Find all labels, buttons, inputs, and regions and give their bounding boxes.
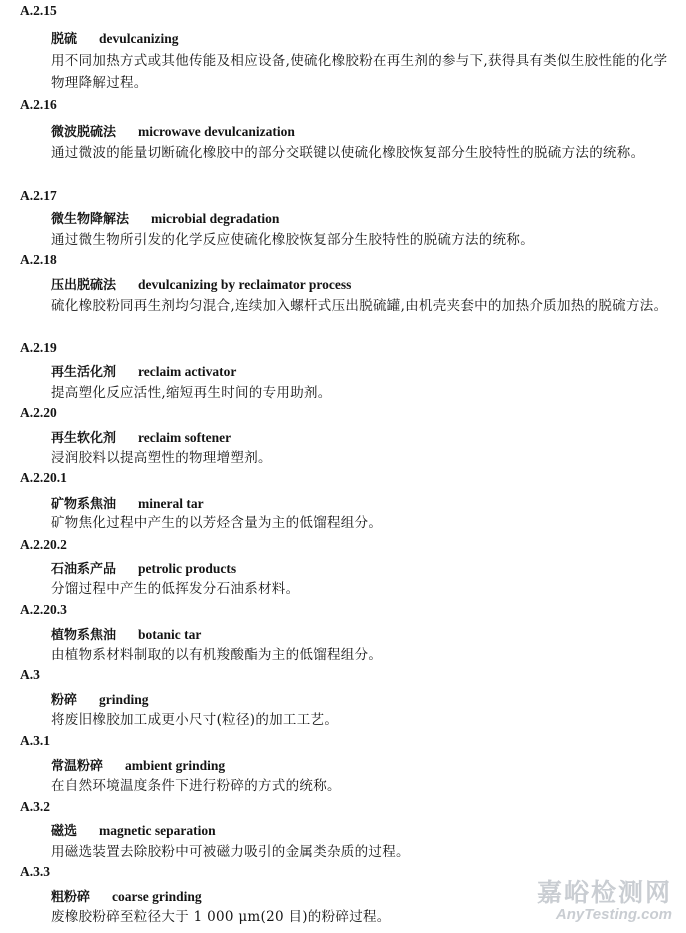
term-english: devulcanizing by reclaimator process: [138, 277, 352, 292]
section-number: A.2.20: [20, 405, 57, 420]
term-heading: [51, 624, 201, 643]
term-heading: [51, 689, 149, 708]
section-number: A.2.20.3: [20, 602, 67, 617]
term-chinese: 磁选: [51, 824, 78, 839]
term-chinese: 压出脱硫法: [51, 278, 117, 293]
term-definition: 通过微生物所引发的化学反应使硫化橡胶恢复部分生胶特性的脱硫方法的统称。: [51, 232, 534, 248]
section-number: A.2.20.2: [20, 537, 67, 552]
term-english: grinding: [99, 692, 149, 707]
term-heading: [51, 558, 236, 577]
term-english: reclaim softener: [138, 430, 232, 445]
term-chinese: 粉碎: [51, 693, 78, 708]
term-definition: 用磁选装置去除胶粉中可被磁力吸引的金属类杂质的过程。: [51, 844, 410, 860]
term-chinese: 常温粉碎: [51, 759, 104, 774]
term-english: petrolic products: [138, 561, 237, 576]
term-definition: 分馏过程中产生的低挥发分石油系材料。: [51, 581, 300, 597]
term-english: microwave devulcanization: [138, 124, 295, 139]
term-chinese: 石油系产品: [51, 562, 117, 577]
term-definition: 矿物焦化过程中产生的以芳烃含量为主的低馏程组分。: [51, 515, 383, 531]
term-definition: 由植物系材料制取的以有机羧酸酯为主的低馏程组分。: [51, 647, 383, 663]
term-heading: [51, 886, 202, 905]
watermark-cn: 嘉峪检测网: [536, 879, 672, 907]
section-number: A.2.17: [20, 188, 57, 203]
term-heading: [51, 755, 225, 774]
term-heading: [51, 427, 231, 446]
term-heading: [51, 28, 179, 47]
term-english: coarse grinding: [112, 889, 202, 904]
term-definition: 硫化橡胶粉同再生剂均匀混合,连续加入螺杆式压出脱硫罐,由机壳夹套中的加热介质加热的脱硫方法。: [51, 298, 668, 314]
term-heading: [51, 820, 216, 839]
term-heading: [51, 208, 279, 227]
term-chinese: 植物系焦油: [51, 628, 117, 643]
term-heading: [51, 274, 351, 293]
term-heading: [51, 121, 295, 140]
term-chinese: 微生物降解法: [51, 212, 130, 227]
term-english: magnetic separation: [99, 823, 216, 838]
term-definition: 在自然环境温度条件下进行粉碎的方式的统称。: [51, 778, 341, 794]
term-definition: 浸润胶料以提高塑性的物理增塑剂。: [51, 450, 272, 466]
term-heading: [51, 493, 204, 512]
section-number: A.3.2: [20, 799, 50, 814]
section-number: A.3.1: [20, 733, 50, 748]
section-number: A.2.15: [20, 3, 57, 18]
section-number: A.2.20.1: [20, 470, 67, 485]
term-chinese: 矿物系焦油: [51, 497, 117, 512]
term-english: botanic tar: [138, 627, 202, 642]
term-chinese: 微波脱硫法: [51, 125, 117, 140]
site-watermark: [512, 879, 672, 923]
term-definition: 通过微波的能量切断硫化橡胶中的部分交联键以使硫化橡胶恢复部分生胶特性的脱硫方法的统称。: [51, 145, 645, 161]
term-definition: 提高塑化反应活性,缩短再生时间的专用助剂。: [51, 385, 332, 401]
section-number: A.2.16: [20, 97, 57, 112]
term-english: reclaim activator: [138, 364, 237, 379]
term-heading: [51, 361, 236, 380]
term-chinese: 再生软化剂: [51, 431, 117, 446]
term-definition: 将废旧橡胶加工成更小尺寸(粒径)的加工工艺。: [51, 712, 339, 728]
term-english: mineral tar: [138, 496, 204, 511]
section-number: A.2.18: [20, 252, 57, 267]
term-definition: 用不同加热方式或其他传能及相应设备,使硫化橡胶粉在再生剂的参与下,获得具有类似生胶性能的化学物理降解过程。: [51, 53, 668, 91]
section-number: A.2.19: [20, 340, 57, 355]
watermark-en: AnyTesting.com: [555, 906, 672, 923]
term-english: devulcanizing: [99, 31, 179, 46]
term-english: ambient grinding: [125, 758, 226, 773]
term-chinese: 粗粉碎: [51, 890, 91, 905]
term-definition: 废橡胶粉碎至粒径大于 1 000 μm(20 目)的粉碎过程。: [51, 909, 391, 925]
section-number: A.3.3: [20, 864, 50, 879]
term-chinese: 脱硫: [51, 32, 78, 47]
term-english: microbial degradation: [151, 211, 280, 226]
term-chinese: 再生活化剂: [51, 365, 117, 380]
section-number: A.3: [20, 667, 40, 682]
